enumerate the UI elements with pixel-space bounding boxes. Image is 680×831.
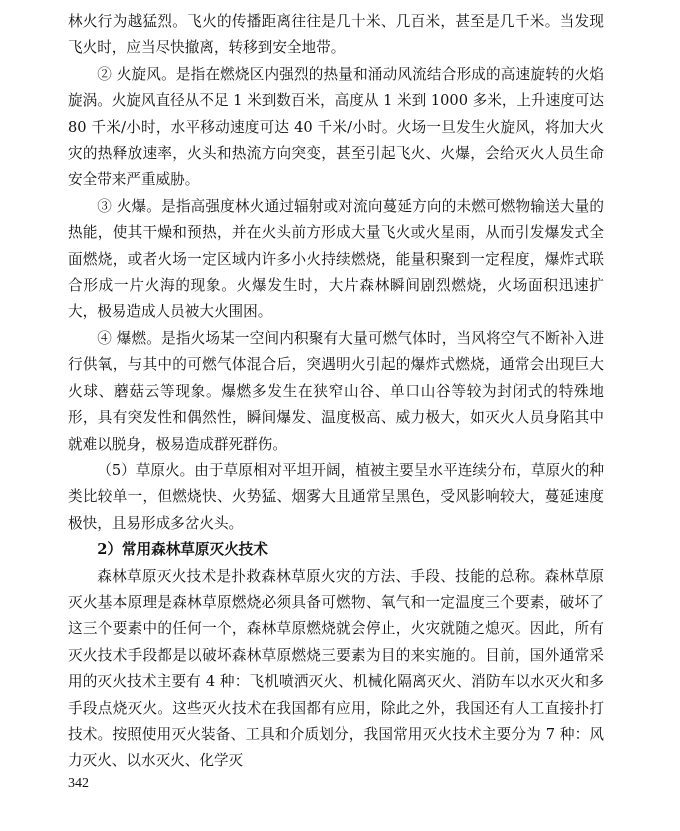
paragraph: （5）草原火。由于草原相对平坦开阔，植被主要呈水平连续分布，草原火的种类比较单一，但燃烧快、火势猛、烟雾大且通常呈黑色，受风影响较大，蔓延速度极快，且易形成多岔火头。 — [68, 461, 604, 532]
paragraph: ④ 爆燃。是指火场某一空间内积聚有大量可燃气体时，当风将空气不断补入进行供氧，与其中的可燃气体混合后，突遇明火引起的爆炸式燃烧，通常会出现巨大火球、蘑菇云等现象。爆燃多发生在狭窄山谷、单口山谷等较为封闭式的特殊地形，具有突发性和偶然性，瞬间爆发、温度极高、威力极大，如灭火人员身陷其中就难以脱身，极易造成群死群伤。 — [68, 329, 604, 453]
paragraph: 林火行为越猛烈。飞火的传播距离往往是几十米、几百米，甚至是几千米。当发现飞火时，应当尽快撤离，转移到安全地带。 — [68, 13, 604, 57]
paragraph: ③ 火爆。是指高强度林火通过辐射或对流向蔓延方向的未燃可燃物输送大量的热能，使其干燥和预热，并在火头前方形成大量飞火或火星雨，从而引发爆发式全面燃烧，或者火场一定区域内许多小火持续燃烧，能量积聚到一定程度，爆炸式联合形成一片火海的现象。火爆发生时，大片森林瞬间剧烈燃烧，火场面积迅速扩大，极易造成人员被大火围困。 — [68, 197, 604, 321]
page-number: 342 — [68, 776, 89, 791]
body-text — [68, 9, 604, 775]
paragraph: ② 火旋风。是指在燃烧区内强烈的热量和涌动风流结合形成的高速旋转的火焰旋涡。火旋风直径从不足 1 米到数百米，高度从 1 米到 1000 多米，上升速度可达 80 千米/小时，水平移动速度可达 40 千米/小时。火场一旦发生火旋风，将加大火灾的热释放速率，火头和热流方向突变，甚至引起飞火、火爆，会给灭火人员生命安全带来严重威胁。 — [68, 65, 604, 189]
section-heading: 2）常用森林草原灭火技术 — [97, 541, 268, 559]
paragraph: 森林草原灭火技术是扑救森林草原火灾的方法、手段、技能的总称。森林草原灭火基本原理是森林草原燃烧必须具备可燃物、氧气和一定温度三个要素，破坏了这三个要素中的任何一个，森林草原燃烧就会停止，火灾就随之熄灭。因此，所有灭火技术手段都是以破坏森林草原燃烧三要素为目的来实施的。目前，国外通常采用的灭火技术主要有 4 种：飞机喷洒灭火、机械化隔离灭火、消防车以水灭火和多手段点烧灭火。这些灭火技术在我国都有应用，除此之外，我国还有人工直接扑打技术。按照使用灭火装备、工具和介质划分，我国常用灭火技术主要分为 7 种：风力灭火、以水灭火、化学灭 — [68, 567, 604, 770]
